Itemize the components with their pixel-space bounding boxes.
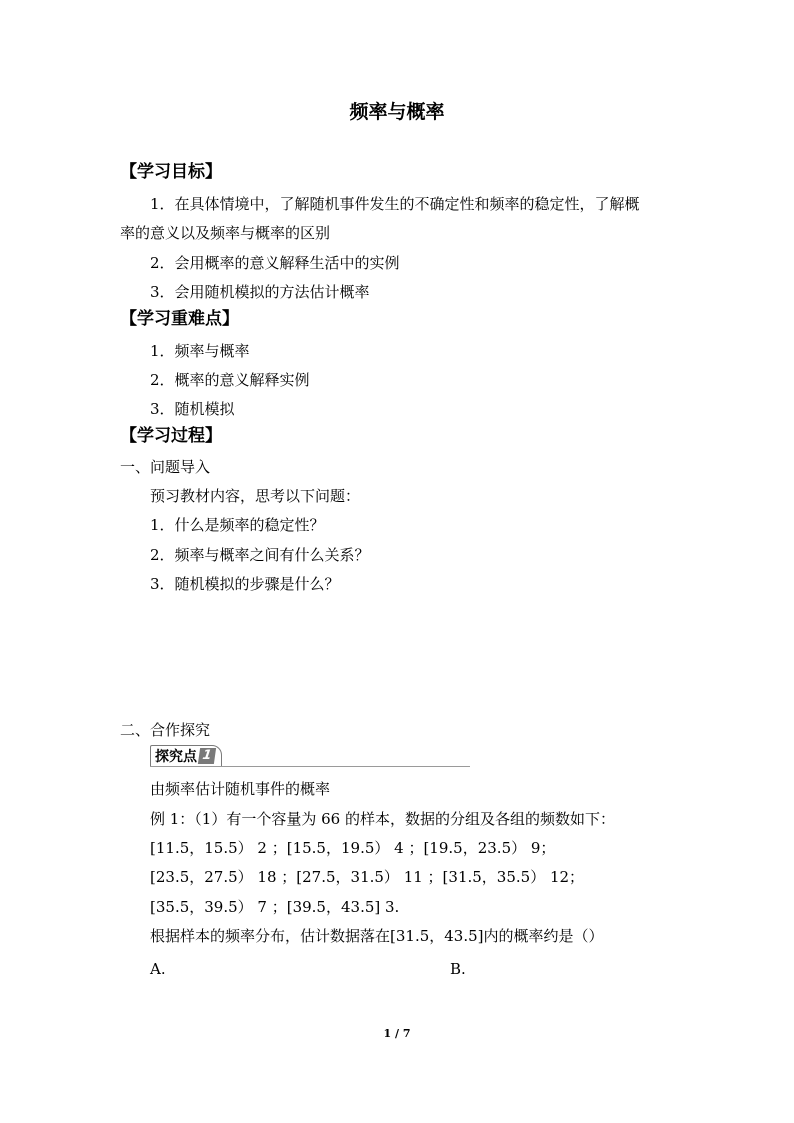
inquiry-point-label [150, 745, 222, 767]
example-question: 根据样本的频率分布，估计数据落在[31.5，43.5]内的概率约是（） [150, 927, 604, 945]
option-a: A. [150, 960, 166, 978]
question-2: 2．频率与概率之间有什么关系？ [150, 546, 370, 564]
process-heading: 【学习过程】 [120, 426, 222, 446]
part-1-intro: 预习教材内容，思考以下问题： [150, 487, 361, 505]
badge-underline [150, 766, 470, 767]
key-point-3: 3．随机模拟 [150, 400, 235, 418]
question-1: 1．什么是频率的稳定性？ [150, 516, 325, 534]
goals-heading: 【学习目标】 [120, 162, 222, 182]
page-title: 频率与概率 [349, 101, 445, 123]
key-point-2: 2．概率的意义解释实例 [150, 371, 310, 389]
example-line-3: [23.5，27.5） 18 ；[27.5，31.5） 11 ；[31.5，35.5） 12； [150, 868, 585, 886]
badge-number: 1 [198, 748, 216, 764]
goal-1-line-1: 1．在具体情境中，了解随机事件发生的不确定性和频率的稳定性，了解概 [150, 195, 640, 213]
key-point-1: 1．频率与概率 [150, 342, 250, 360]
example-line-2: [11.5，15.5） 2 ；[15.5，19.5） 4 ；[19.5，23.5） 9； [150, 839, 556, 857]
goal-3: 3．会用随机模拟的方法估计概率 [150, 283, 370, 301]
key-points-heading: 【学习重难点】 [120, 309, 239, 329]
option-b: B. [450, 960, 466, 978]
question-3: 3．随机模拟的步骤是什么？ [150, 575, 340, 593]
example-line-1: 例 1：（1）有一个容量为 66 的样本，数据的分组及各组的频数如下： [150, 810, 615, 828]
inquiry-point-badge [150, 745, 470, 767]
topic-title: 由频率估计随机事件的概率 [150, 780, 331, 798]
badge-text: 探究点 [155, 749, 197, 765]
goal-2: 2．会用概率的意义解释生活中的实例 [150, 254, 400, 272]
goal-1-line-2: 率的意义以及频率与概率的区别 [120, 224, 331, 242]
part-2-heading: 二、合作探究 [120, 721, 211, 739]
example-line-4: [35.5，39.5） 7 ；[39.5，43.5] 3. [150, 898, 400, 916]
page-number: 1 / 7 [383, 1027, 411, 1040]
part-1-heading: 一、问题导入 [120, 458, 211, 476]
